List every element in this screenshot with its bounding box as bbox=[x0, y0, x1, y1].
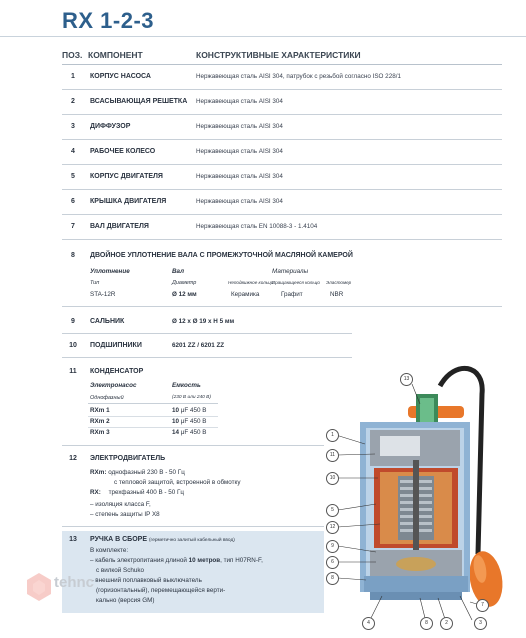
table-row bbox=[62, 140, 502, 165]
diagram-label: 1 bbox=[326, 429, 339, 442]
capacitor-value-row bbox=[172, 429, 206, 436]
diagram-label: 8 bbox=[420, 617, 433, 630]
motor-rx-label: RX: bbox=[90, 489, 101, 496]
row-desc: Нержавеющая сталь AISI 304 bbox=[196, 123, 283, 130]
diagram-label: 2 bbox=[440, 617, 453, 630]
handle-name: РУЧКА В СБОРЕ bbox=[90, 536, 147, 543]
packing-number: 9 bbox=[71, 318, 75, 325]
seal-number: 8 bbox=[71, 252, 75, 259]
row-desc: Нержавеющая сталь AISI 304 bbox=[196, 173, 283, 180]
seal-col-materials: Материалы bbox=[272, 268, 309, 275]
capacitor-value: 14 bbox=[172, 429, 180, 436]
diagram-label: 12 bbox=[326, 521, 339, 534]
motor-rxm-text: однофазный 230 В - 50 Гц bbox=[108, 469, 185, 476]
row-number: 6 bbox=[71, 198, 75, 205]
diagram-label: 10 bbox=[326, 472, 339, 485]
capacitor-model: RXm 3 bbox=[90, 429, 110, 436]
table-row bbox=[62, 215, 502, 240]
watermark-logo-icon bbox=[26, 572, 52, 607]
seal-sub-diameter: Диаметр bbox=[172, 280, 197, 286]
title-divider bbox=[0, 36, 526, 37]
capacitor-col-pump: Электронасос bbox=[90, 382, 137, 389]
handle-number: 13 bbox=[69, 536, 77, 543]
watermark-text: tehnc bbox=[54, 574, 95, 591]
pump-diagram bbox=[320, 364, 526, 633]
bearings-number: 10 bbox=[69, 342, 77, 349]
motor-line3: – изоляция класса F, bbox=[90, 501, 151, 508]
handle-title bbox=[90, 536, 235, 543]
motor-rxm-line bbox=[90, 469, 185, 476]
row-desc: Нержавеющая сталь AISI 304 bbox=[196, 198, 283, 205]
motor-rx-line bbox=[90, 489, 184, 496]
capacitor-col-cap: Емкость bbox=[172, 382, 201, 389]
capacitor-value: 10 bbox=[172, 418, 180, 425]
capacitor-sub-voltage: (230 В или 240 В) bbox=[172, 395, 211, 400]
row-number: 4 bbox=[71, 148, 75, 155]
motor-line4: – степень защиты IP X8 bbox=[90, 511, 160, 518]
seal-sub-rotating: Вращающееся кольцо bbox=[272, 280, 320, 285]
handle-float2: (горизонтальный), перемещающейся верти- bbox=[96, 587, 226, 594]
handle-cable-pre: – кабель электропитания длиной bbox=[90, 557, 189, 564]
capacitor-value: 10 bbox=[172, 407, 180, 414]
capacitor-unit: μF 450 В bbox=[180, 407, 207, 414]
seal-title: ДВОЙНОЕ УПЛОТНЕНИЕ ВАЛА С ПРОМЕЖУТОЧНОЙ МАСЛЯНОЙ КАМЕРОЙ bbox=[90, 252, 353, 259]
seal-elastomer: NBR bbox=[330, 291, 344, 298]
handle-cable-bold: 10 метров bbox=[188, 557, 221, 564]
row-desc: Нержавеющая сталь AISI 304 bbox=[196, 148, 283, 155]
row-number: 7 bbox=[71, 223, 75, 230]
seal-sub-fixed: Неподвижное кольцо bbox=[228, 280, 274, 285]
row-number: 2 bbox=[71, 98, 75, 105]
seal-sub-elastomer: Эластомер bbox=[326, 280, 352, 285]
row-desc: Нержавеющая сталь AISI 304 bbox=[196, 98, 283, 105]
diagram-label: 11 bbox=[326, 449, 339, 462]
handle-float3: кально (версия GM) bbox=[96, 597, 155, 604]
table-row bbox=[62, 190, 502, 215]
row-desc: Нержавеющая сталь AISI 304, патрубок с резьбой согласно ISO 228/1 bbox=[196, 73, 401, 80]
capacitor-model: RXm 2 bbox=[90, 418, 110, 425]
capacitor-unit: μF 450 В bbox=[180, 418, 207, 425]
handle-float1: – внешний поплавковый выключатель bbox=[90, 577, 202, 584]
bearings-name: ПОДШИПНИКИ bbox=[90, 342, 142, 349]
header-pos: ПОЗ. bbox=[62, 50, 83, 60]
motor-number: 12 bbox=[69, 455, 77, 462]
diagram-label: 6 bbox=[326, 556, 339, 569]
motor-rxm-text2: с тепловой защитой, встроенной в обмотку bbox=[114, 479, 241, 486]
capacitor-model: RXm 1 bbox=[90, 407, 110, 414]
diagram-label: 7 bbox=[476, 599, 489, 612]
packing-name: САЛЬНИК bbox=[90, 318, 125, 325]
packing-desc: Ø 12 x Ø 19 x H 5 мм bbox=[172, 318, 235, 325]
capacitor-value-row bbox=[172, 407, 206, 414]
seal-fixed: Керамика bbox=[231, 291, 260, 298]
diagram-label: 8 bbox=[326, 572, 339, 585]
capacitor-sub-phase: Однофазный bbox=[90, 395, 124, 401]
diagram-label: 3 bbox=[474, 617, 487, 630]
motor-rx-text: трехфазный 400 В - 50 Гц bbox=[108, 489, 185, 496]
table-row bbox=[62, 165, 502, 190]
table-row bbox=[62, 90, 502, 115]
handle-cable-line bbox=[90, 557, 263, 564]
motor-name: ЭЛЕКТРОДВИГАТЕЛЬ bbox=[90, 455, 166, 462]
handle-note: (герметично залитый кабельный ввод) bbox=[148, 538, 235, 543]
row-number: 3 bbox=[71, 123, 75, 130]
diagram-label: 5 bbox=[326, 504, 339, 517]
handle-cable-post: , тип H07RN-F, bbox=[220, 557, 263, 564]
handle-included: В комплекте: bbox=[90, 547, 129, 554]
page-title: RX 1-2-3 bbox=[62, 8, 155, 33]
row-name: РАБОЧЕЕ КОЛЕСО bbox=[90, 148, 156, 155]
header-component: КОМПОНЕНТ bbox=[88, 50, 143, 60]
row-name: КРЫШКА ДВИГАТЕЛЯ bbox=[90, 198, 167, 205]
row-desc: Нержавеющая сталь EN 10088-3 - 1.4104 bbox=[196, 223, 318, 230]
diagram-label: 9 bbox=[326, 540, 339, 553]
diagram-label: 4 bbox=[362, 617, 375, 630]
seal-col-shaft: Вал bbox=[172, 268, 185, 275]
capacitor-value-row bbox=[172, 418, 206, 425]
capacitor-name: КОНДЕНСАТОР bbox=[90, 368, 144, 375]
row-name: ВАЛ ДВИГАТЕЛЯ bbox=[90, 223, 149, 230]
capacitor-unit: μF 450 В bbox=[180, 429, 207, 436]
row-number: 5 bbox=[71, 173, 75, 180]
motor-rxm-label: RXm: bbox=[90, 469, 107, 476]
row-name: КОРПУС ДВИГАТЕЛЯ bbox=[90, 173, 163, 180]
row-name: ВСАСЫВАЮЩАЯ РЕШЕТКА bbox=[90, 98, 188, 105]
diagram-label: 13 bbox=[400, 373, 413, 386]
seal-col-seal: Уплотнение bbox=[90, 268, 130, 275]
capacitor-number: 11 bbox=[69, 368, 77, 375]
seal-diameter: Ø 12 мм bbox=[172, 291, 197, 298]
seal-rotating: Графит bbox=[281, 291, 303, 298]
header-specs: КОНСТРУКТИВНЫЕ ХАРАКТЕРИСТИКИ bbox=[196, 50, 361, 60]
bearings-desc: 6201 ZZ / 6201 ZZ bbox=[172, 342, 225, 349]
row-number: 1 bbox=[71, 73, 75, 80]
row-name: ДИФФУЗОР bbox=[90, 123, 131, 130]
seal-type: STA-12R bbox=[90, 291, 116, 298]
table-row bbox=[62, 65, 502, 90]
handle-cable2: с вилкой Schuko bbox=[96, 567, 145, 574]
row-name: КОРПУС НАСОСА bbox=[90, 73, 151, 80]
seal-sub-type: Тип bbox=[90, 280, 100, 286]
table-row bbox=[62, 115, 502, 140]
